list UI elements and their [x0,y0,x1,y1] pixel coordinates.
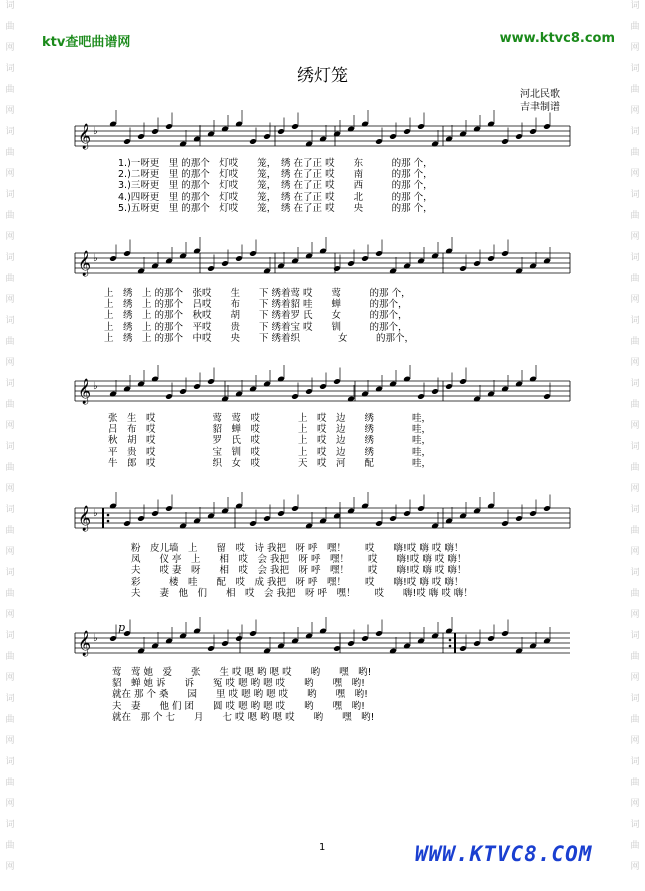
watermark-glyph: 词 [5,568,15,578]
watermark-glyph: 网 [5,106,15,116]
watermark-glyph: 曲 [630,589,640,599]
lyric-line: 上 绣 上 的那个 吕哎 布 下 绣着貂 哇 蝉 的那个， [104,299,408,311]
watermark-glyph: 曲 [630,337,640,347]
watermark-glyph: 网 [630,106,640,116]
watermark-glyph: 词 [5,442,15,452]
watermark-glyph: 曲 [630,841,640,851]
watermark-glyph: 网 [5,547,15,557]
lyric-line: 貂 蝉 她 诉 诉 冤 哎 嗯 哟 嗯 哎 哟 嘿 哟! [112,678,365,690]
watermark-glyph: 曲 [5,22,15,32]
treble-clef: 𝄞 [78,631,92,656]
lyric-line: 4.)四呀更 里 的那个 灯哎 笼， 绣 在了正 哎 北 的那 个， [118,191,433,203]
watermark-glyph: 词 [5,316,15,326]
watermark-glyph: 词 [630,505,640,515]
watermark-glyph: 词 [630,757,640,767]
watermark-glyph: 网 [630,358,640,368]
watermark-glyph: 词 [630,694,640,704]
treble-clef: 𝄞 [78,506,92,531]
lyric-line: 就在 那 个 七 月 七 哎 嗯 哟 嗯 哎 哟 嘿 哟! [112,711,375,723]
watermark-glyph: 网 [5,673,15,683]
watermark-glyph: 曲 [5,841,15,851]
lyric-line: 牛 郎 哎 织 女 哎 天 哎 河 配 哇， [108,457,432,469]
key-flat: ♭ [93,126,98,137]
watermark-glyph: 词 [630,316,640,326]
lyric-line: 上 绣 上 的那个 平哎 贵 下 绣着宝 哎 钏 的那个， [104,321,408,333]
watermark-glyph: 词 [630,442,640,452]
site-url-right[interactable]: www.ktvc8.com [499,31,615,46]
lyric-line: 凤 仪 亭 上 相 哎 会 我把 呀 呼 嘿！ 哎 嗨!哎 嗨 哎 嗨！ [131,554,467,566]
watermark-glyph: 网 [630,421,640,431]
key-flat: ♭ [93,633,98,644]
watermark-glyph: 网 [5,295,15,305]
watermark-glyph: 网 [5,862,15,872]
watermark-glyph: 网 [630,799,640,809]
watermark-glyph: 曲 [5,778,15,788]
watermark-glyph: 曲 [5,400,15,410]
dynamic-marking: p [118,621,126,634]
watermark-glyph: 网 [5,421,15,431]
watermark-glyph: 词 [5,64,15,74]
watermark-glyph: 网 [630,484,640,494]
watermark-glyph: 词 [5,694,15,704]
watermark-glyph: 网 [630,547,640,557]
watermark-glyph: 曲 [5,148,15,158]
repeat-dot [107,520,110,523]
lyric-line: 上 绣 上 的那个 秋哎 胡 下 绣着罗 氏 女 的那个， [104,310,408,322]
lyric-line: 夫 妻 他 们 团 圆 哎 嗯 哟 嗯 哎 哟 嘿 哟! [112,700,365,712]
lyric-line: 粉 皮儿墙 上 留 哎 诗 我把 呀 呼 嘿！ 哎 嗨!哎 嗨 哎 嗨！ [131,543,464,554]
watermark-glyph: 曲 [630,274,640,284]
watermark-glyph: 网 [5,736,15,746]
watermark-glyph: 词 [630,631,640,641]
watermark-glyph: 词 [5,127,15,137]
watermark-glyph: 词 [5,820,15,830]
watermark-glyph: 词 [5,631,15,641]
site-name-left[interactable]: ktv查吧曲谱网 [42,35,131,50]
lyric-line: 上 绣 上 的那个 张哎 生 下 绣着莺 哎 莺 的那 个， [104,288,411,299]
watermark-glyph: 曲 [5,337,15,347]
watermark-glyph: 曲 [630,148,640,158]
arranger-credit: 吉聿制谱 [520,102,560,113]
footer-logo[interactable]: WWW.KTVC8.COM [415,842,593,866]
watermark-glyph: 曲 [630,526,640,536]
song-title: 绣灯笼 [297,66,348,86]
watermark-glyph: 网 [630,232,640,242]
watermark-glyph: 网 [630,295,640,305]
watermark-glyph: 词 [630,1,640,11]
watermark-glyph: 曲 [5,526,15,536]
lyric-line: 张 生 哎 莺 莺 哎 上 哎 边 绣 哇， [108,413,432,424]
watermark-glyph: 网 [630,610,640,620]
repeat-dot [449,639,452,642]
lyric-line: 就在 那 个 桑 园 里 哎 嗯 哟 嗯 哎 哟 嘿 哟! [112,689,368,701]
lyric-line: 3.)三呀更 里 的那个 灯哎 笼， 绣 在了正 哎 西 的那 个， [118,180,433,192]
watermark-glyph: 曲 [5,211,15,221]
lyric-line: 上 绣 上 的那个 中哎 央 下 绣着织 女 的那个， [104,332,415,344]
watermark-glyph: 词 [5,253,15,263]
treble-clef: 𝄞 [78,379,92,404]
lyric-line: 夫 妻 他 们 相 哎 会 我把 呀 呼 嘿！ 哎 嗨!哎 嗨 哎 嗨！ [131,587,473,599]
watermark-glyph: 网 [630,169,640,179]
lyric-line: 莺 莺 她 爱 张 生 哎 嗯 哟 嗯 哎 哟 嘿 哟! [112,667,372,678]
watermark-glyph: 网 [5,232,15,242]
watermark-glyph: 曲 [630,400,640,410]
lyric-line: 平 贵 哎 宝 钏 哎 上 哎 边 绣 哇， [108,446,432,458]
watermark-glyph: 网 [5,799,15,809]
watermark-glyph: 词 [630,127,640,137]
watermark-glyph: 词 [630,253,640,263]
lyric-line: 彩 楼 哇 配 哎 成 我把 呀 呼 嘿！ 哎 嗨!哎 嗨 哎 嗨！ [131,576,464,588]
lyric-line: 5.)五呀更 里 的那个 灯哎 笼， 绣 在了正 哎 央 的那 个， [118,202,433,214]
watermark-glyph: 网 [5,43,15,53]
watermark-glyph: 词 [630,820,640,830]
watermark-glyph: 曲 [630,85,640,95]
watermark-glyph: 词 [630,64,640,74]
watermark-glyph: 词 [5,1,15,11]
watermark-glyph: 曲 [630,22,640,32]
watermark-glyph: 曲 [630,715,640,725]
watermark-glyph: 曲 [5,85,15,95]
watermark-glyph: 曲 [5,652,15,662]
watermark-glyph: 词 [5,505,15,515]
watermark-glyph: 词 [5,757,15,767]
watermark-glyph: 词 [5,190,15,200]
treble-clef: 𝄞 [78,124,92,149]
key-flat: ♭ [93,508,98,519]
lyric-line: 夫 哎 妻 呀 相 哎 会 我把 呀 呼 嘿！ 哎 嗨!哎 嗨 哎 嗨！ [131,565,467,577]
watermark-glyph: 曲 [5,589,15,599]
lyric-line: 1.)一呀更 里 的那个 灯哎 笼， 绣 在了正 哎 东 的那 个， [118,158,433,169]
watermark-glyph: 曲 [5,715,15,725]
key-flat: ♭ [93,381,98,392]
repeat-dot [107,514,110,517]
watermark-glyph: 曲 [630,778,640,788]
watermark-glyph: 网 [630,673,640,683]
watermark-glyph: 网 [630,862,640,872]
lyric-line: 2.)二呀更 里 的那个 灯哎 笼， 绣 在了正 哎 南 的那 个， [118,169,433,181]
lyric-line: 吕 布 哎 貂 蝉 哎 上 哎 边 绣 哇， [108,424,432,436]
key-flat: ♭ [93,253,98,264]
lyric-line: 秋 胡 哎 罗 氏 哎 上 哎 边 绣 哇， [108,435,432,447]
watermark-glyph: 网 [630,736,640,746]
repeat-dot [449,645,452,648]
watermark-glyph: 网 [630,43,640,53]
watermark-glyph: 曲 [5,274,15,284]
watermark-glyph: 曲 [630,463,640,473]
watermark-glyph: 词 [5,379,15,389]
treble-clef: 𝄞 [78,251,92,276]
watermark-glyph: 词 [630,568,640,578]
watermark-glyph: 网 [5,358,15,368]
watermark-glyph: 曲 [5,463,15,473]
page-number: 1 [319,842,326,853]
genre-credit: 河北民歌 [520,89,560,100]
watermark-glyph: 曲 [630,652,640,662]
watermark-glyph: 网 [5,610,15,620]
watermark-glyph: 词 [630,190,640,200]
watermark-glyph: 网 [5,169,15,179]
watermark-glyph: 词 [630,379,640,389]
watermark-glyph: 曲 [630,211,640,221]
watermark-glyph: 网 [5,484,15,494]
